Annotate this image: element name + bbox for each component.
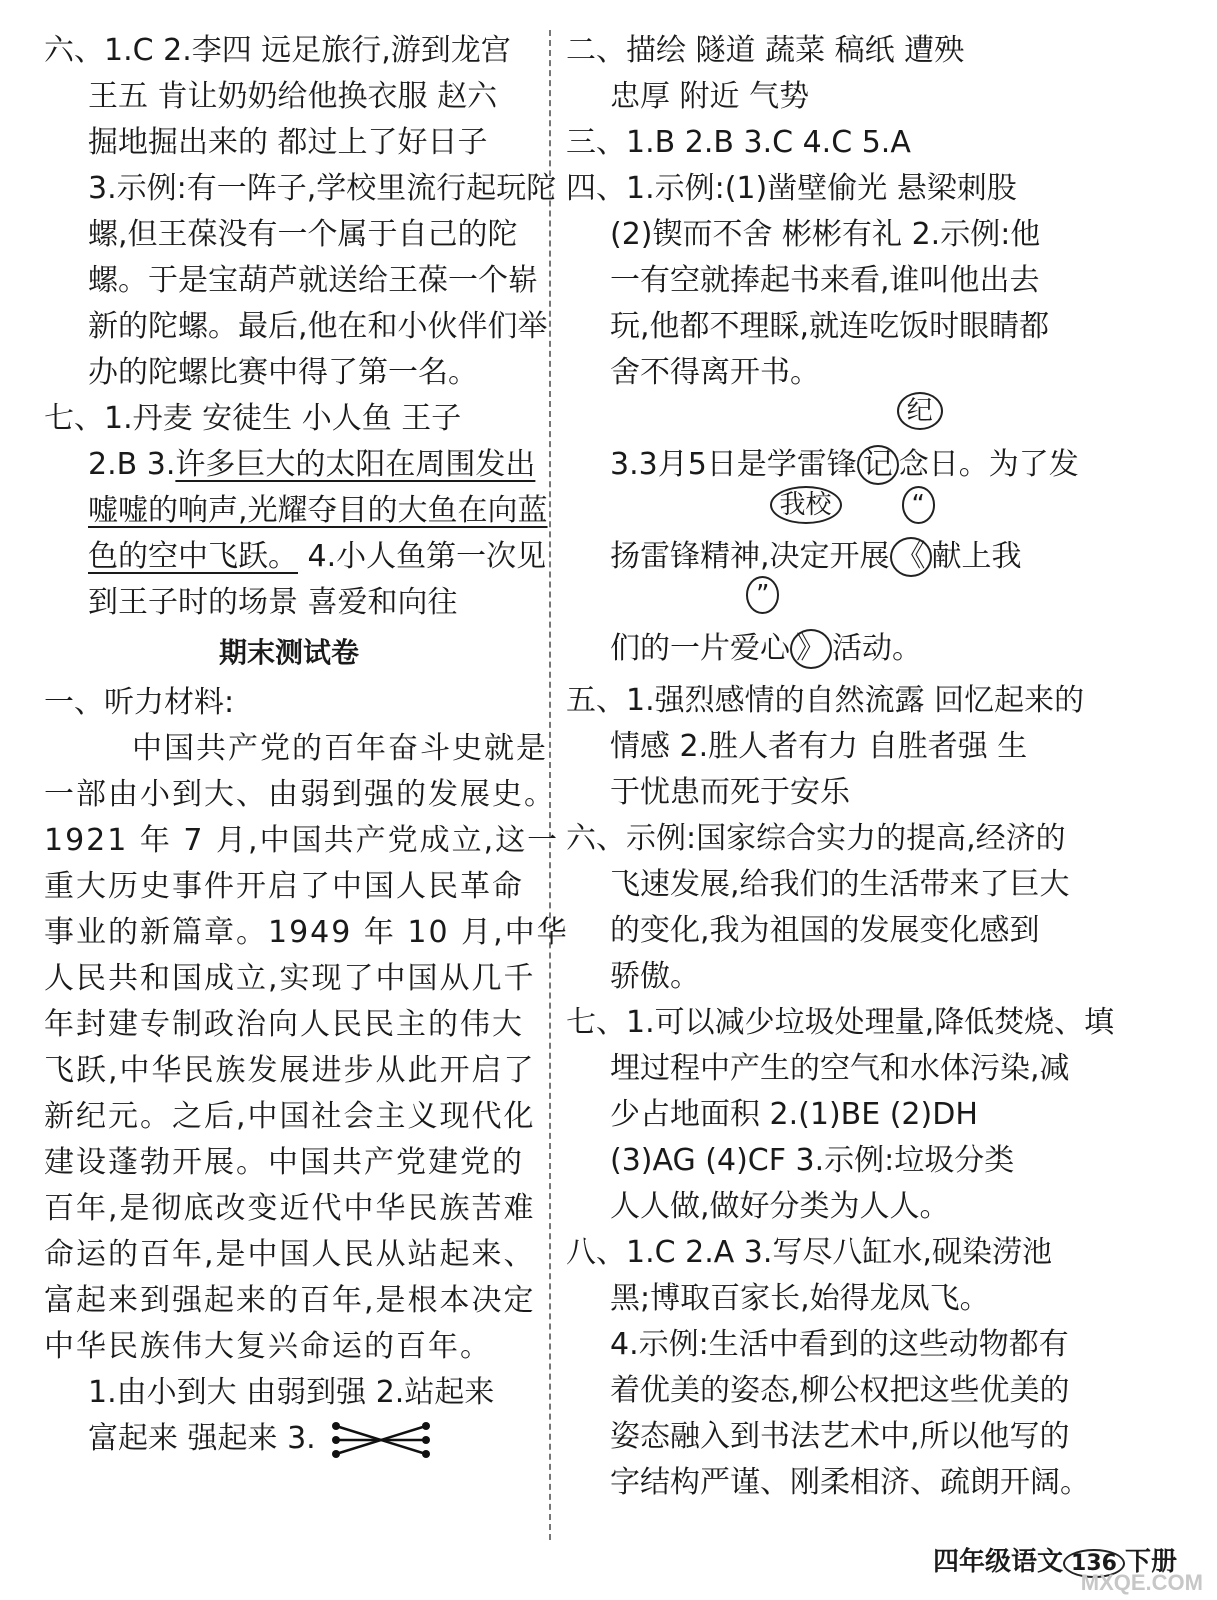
insert-mark-school <box>769 490 890 580</box>
section-4-line-4: 玩,他都不理睬,就连吃饭时眼睛都 <box>610 309 1050 344</box>
matching-lines-icon <box>326 1416 436 1462</box>
correction-mark-ji <box>857 396 933 488</box>
section-7-line-3: 少占地面积 2.(1)BE (2)DH <box>610 1097 978 1132</box>
section-8-line-3: 4.示例:生活中看到的这些动物都有 <box>610 1327 1069 1362</box>
circled-char-ji: 记 <box>857 445 899 485</box>
proofread-text-7: 活动。 <box>832 631 922 666</box>
section-8-line-5: 姿态融入到书法艺术中,所以他写的 <box>610 1419 1070 1454</box>
section-6-line-3: 掘地掘出来的 都过上了好日子 <box>88 125 488 160</box>
listening-passage <box>44 726 569 1370</box>
section-6-line-1: 六、1.C 2.李四 远足旅行,游到龙宫 <box>44 33 511 68</box>
underlined-sentence-part-3: 色的空中飞跃。 <box>88 539 298 574</box>
section-7-q4: 4.小人鱼第一次见 <box>298 539 547 574</box>
section-7-line-2 <box>44 442 534 488</box>
passage-line: 新纪元。之后,中国社会主义现代化 <box>44 1099 536 1134</box>
listening-answer-2-text: 富起来 强起来 3. <box>88 1421 316 1456</box>
section-7-line-4 <box>44 534 547 580</box>
proofread-line-1 <box>566 396 1176 488</box>
passage-line: 飞跃,中华民族发展进步从此开启了 <box>44 1053 536 1088</box>
section-3: 三、1.B 2.B 3.C 4.C 5.A <box>566 125 911 160</box>
correction-mark-open-quote <box>890 490 932 580</box>
section-8-line-1: 八、1.C 2.A 3.写尽八缸水,砚染涝池 <box>566 1235 1052 1270</box>
section-7-line-4: (3)AG (4)CF 3.示例:垃圾分类 <box>610 1143 1015 1178</box>
right-column <box>566 28 1176 1506</box>
passage-line: 中华民族伟大复兴命运的百年。 <box>44 1329 492 1364</box>
passage-line: 人民共和国成立,实现了中国从几千 <box>44 961 536 996</box>
circled-open-bracket: 《 <box>890 537 932 577</box>
section-2-line-1: 二、描绘 隧道 蔬菜 稿纸 遭殃 <box>566 33 965 68</box>
section-7-line-3 <box>44 488 548 534</box>
proofread-text-4: 决定开展 <box>769 539 890 574</box>
section-7-line-5: 到王子时的场景 喜爱和向往 <box>88 585 458 620</box>
exam-heading: 期末测试卷 <box>218 636 359 669</box>
underlined-sentence-part-1: 许多巨大的太阳在周围发出 <box>175 447 536 482</box>
proofread-line-3 <box>566 580 1176 672</box>
proofread-text-1: 3.3月5日是学雷锋 <box>610 447 857 482</box>
passage-line: 富起来到强起来的百年,是根本决定 <box>44 1283 536 1318</box>
passage-line: 重大历史事件开启了中国人民革命 <box>44 869 524 904</box>
section-5-line-2: 情感 2.胜人者有力 自胜者强 生 <box>610 729 1028 764</box>
passage-line: 年封建专制政治向人民民主的伟大 <box>44 1007 524 1042</box>
insert-bubble-school: 我校 <box>770 486 842 524</box>
listening-title: 一、听力材料: <box>44 685 235 720</box>
section-7-line-2: 埋过程中产生的空气和水体污染,减 <box>610 1051 1070 1086</box>
section-6-line-2: 王五 肯让奶奶给他换衣服 赵六 <box>88 79 498 114</box>
section-6-line-4: 骄傲。 <box>610 959 700 994</box>
section-7-line-1: 七、1.可以减少垃圾处理量,降低焚烧、填 <box>566 1005 1115 1040</box>
section-4-line-2: (2)锲而不舍 彬彬有礼 2.示例:他 <box>610 217 1041 252</box>
section-6-line-5: 螺,但王葆没有一个属于自己的陀 <box>88 217 518 252</box>
section-8-line-2: 黑;博取百家长,始得龙凤飞。 <box>610 1281 990 1316</box>
correction-bubble-close-quote: ” <box>746 576 779 614</box>
proofread-text-3: 扬雷锋精神, <box>610 539 770 574</box>
footer-volume: 下册 <box>1124 1547 1177 1577</box>
section-5-line-1: 五、1.强烈感情的自然流露 回忆起来的 <box>566 683 1085 718</box>
section-6-line-8: 办的陀螺比赛中得了第一名。 <box>88 355 478 390</box>
correction-bubble-open-quote: “ <box>902 486 935 524</box>
section-4-line-1: 四、1.示例:(1)凿壁偷光 悬梁刺股 <box>566 171 1017 206</box>
section-6-line-1: 六、示例:国家综合实力的提高,经济的 <box>566 821 1066 856</box>
proofread-line-2 <box>566 490 1176 580</box>
footer-label: 四年级语文 <box>933 1547 1064 1577</box>
passage-line: 事业的新篇章。1949 年 10 月,中华 <box>44 915 569 950</box>
section-8-line-6: 字结构严谨、刚柔相济、疏朗开阔。 <box>610 1465 1090 1500</box>
passage-line: 中国共产党的百年奋斗史就是 <box>132 731 548 766</box>
section-5-line-3: 于忧患而死于安乐 <box>610 775 850 810</box>
circled-close-bracket: 》 <box>790 629 832 669</box>
proofread-text-2: 念日。为了发 <box>898 447 1079 482</box>
underlined-sentence-part-2: 嘘嘘的响声,光耀夺目的大鱼在向蓝 <box>88 493 548 528</box>
passage-line: 百年,是彻底改变近代中华民族苦难 <box>44 1191 536 1226</box>
section-4-line-3: 一有空就捧起书来看,谁叫他出去 <box>610 263 1040 298</box>
proofread-text-6: 们的一片爱心 <box>610 631 790 666</box>
listening-answer-1: 1.由小到大 由弱到强 2.站起来 <box>88 1375 495 1410</box>
section-7-line-5: 人人做,做好分类为人人。 <box>610 1189 950 1224</box>
section-4-line-5: 舍不得离开书。 <box>610 355 820 390</box>
listening-answer-2 <box>44 1416 534 1462</box>
section-7-line-1: 七、1.丹麦 安徒生 小人鱼 王子 <box>44 401 462 436</box>
proofread-text-5: 献上我 <box>931 539 1022 574</box>
passage-line: 命运的百年,是中国人民从站起来、 <box>44 1237 536 1272</box>
passage-line: 一部由小到大、由弱到强的发展史。 <box>44 777 556 812</box>
passage-line: 建设蓬勃开展。中国共产党建党的 <box>44 1145 524 1180</box>
section-6-line-6: 螺。于是宝葫芦就送给王葆一个崭 <box>88 263 538 298</box>
left-column <box>44 28 569 1462</box>
section-6-line-3: 的变化,我为祖国的发展变化感到 <box>610 913 1040 948</box>
correction-mark-close-quote <box>756 580 832 672</box>
passage-line: 1921 年 7 月,中国共产党成立,这一 <box>44 823 560 858</box>
section-6-line-7: 新的陀螺。最后,他在和小伙伴们举 <box>88 309 548 344</box>
correction-bubble-ji: 纪 <box>897 392 943 430</box>
section-6-line-4: 3.示例:有一阵子,学校里流行起玩陀 <box>88 171 557 206</box>
section-6-line-2: 飞速发展,给我们的生活带来了巨大 <box>610 867 1070 902</box>
watermark-logo: MXQE.COM <box>1080 1570 1203 1595</box>
page-number: 136 <box>1063 1549 1125 1578</box>
section-8-line-4: 着优美的姿态,柳公权把这些优美的 <box>610 1373 1070 1408</box>
section-2-line-2: 忠厚 附近 气势 <box>610 79 810 114</box>
section-7-answer-label: 2.B 3. <box>88 447 176 482</box>
